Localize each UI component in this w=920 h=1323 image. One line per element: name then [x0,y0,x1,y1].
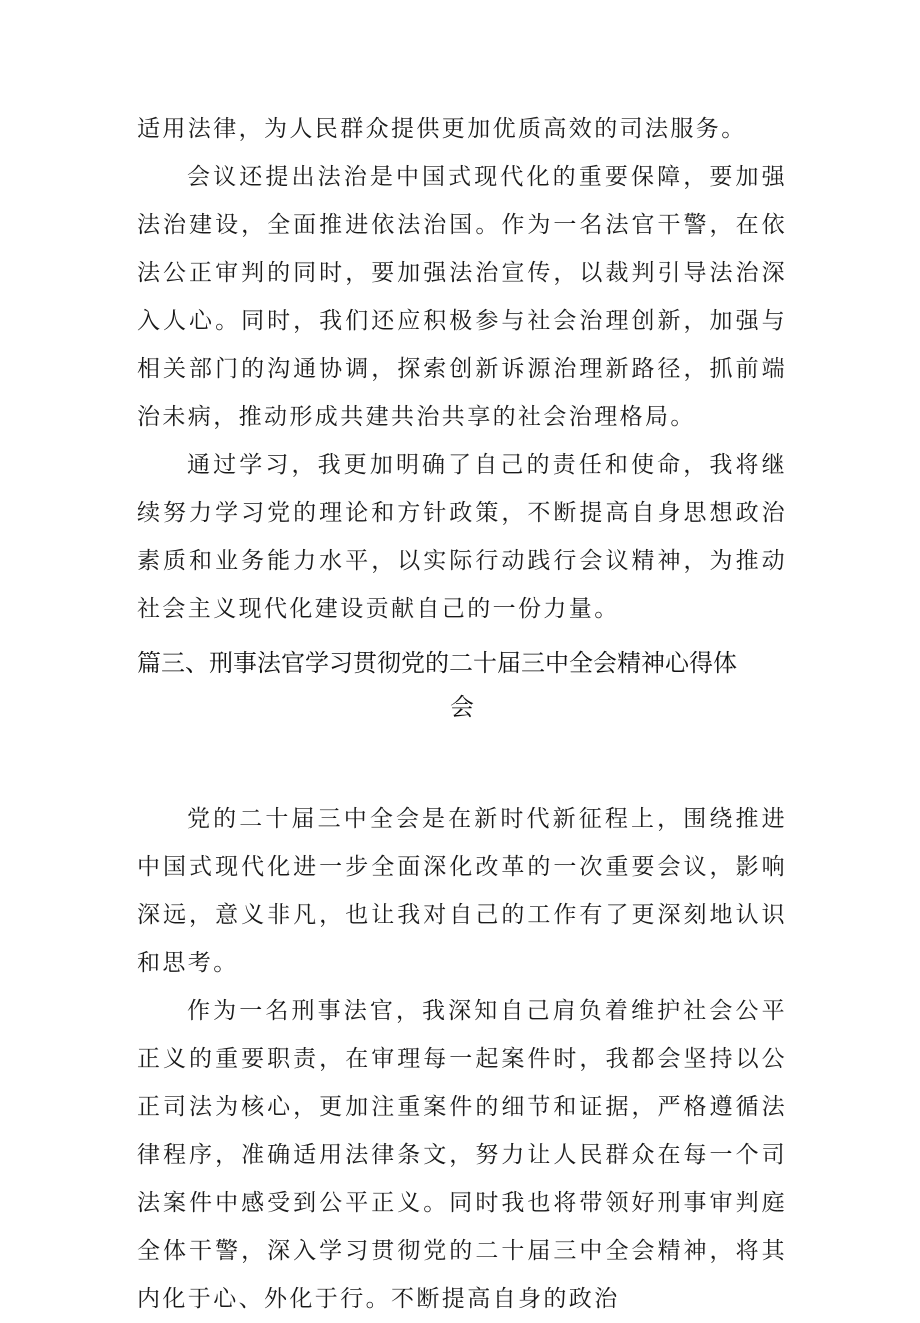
paragraph: 党的二十届三中全会是在新时代新征程上，围绕推进中国式现代化进一步全面深化改革的一次重要会议，影响深远，意义非凡，也让我对自己的工作有了更深刻地认识和思考。 [137,806,787,976]
section-heading-line-2: 会 [450,693,474,721]
paragraph: 作为一名刑事法官，我深知自己肩负着维护社会公平正义的重要职责，在审理每一起案件时，我都会坚持以公正司法为核心，更加注重案件的细节和证据，严格遵循法律程序，准确适用法律条文，努力让人民群众在每一个司法案件中感受到公平正义。同时我也将带领好刑事审判庭全体干警，深入学习贯彻党的二十届三中全会精神，将其内化于心、外化于行。不断提高自身的政治 [137,998,787,1312]
paragraph: 通过学习，我更加明确了自己的责任和使命，我将继续努力学习党的理论和方针政策，不断提高自身思想政治素质和业务能力水平，以实际行动践行会议精神，为推动社会主义现代化建设贡献自己的一份力量。 [137,452,787,622]
section-three-body [137,795,787,1323]
paragraph: 适用法律，为人民群众提供更加优质高效的司法服务。 [137,116,747,142]
section-two-tail [137,105,787,633]
paragraph: 会议还提出法治是中国式现代化的重要保障，要加强法治建设，全面推进依法治国。作为一名法官干警，在依法公正审判的同时，要加强法治宣传，以裁判引导法治深入人心。同时，我们还应积极参与社会治理创新，加强与相关部门的沟通协调，探索创新诉源治理新路径，抓前端治未病，推动形成共建共治共享的社会治理格局。 [137,164,787,430]
section-heading-line-1: 篇三、刑事法官学习贯彻党的二十届三中全会精神心得体 [137,649,737,677]
